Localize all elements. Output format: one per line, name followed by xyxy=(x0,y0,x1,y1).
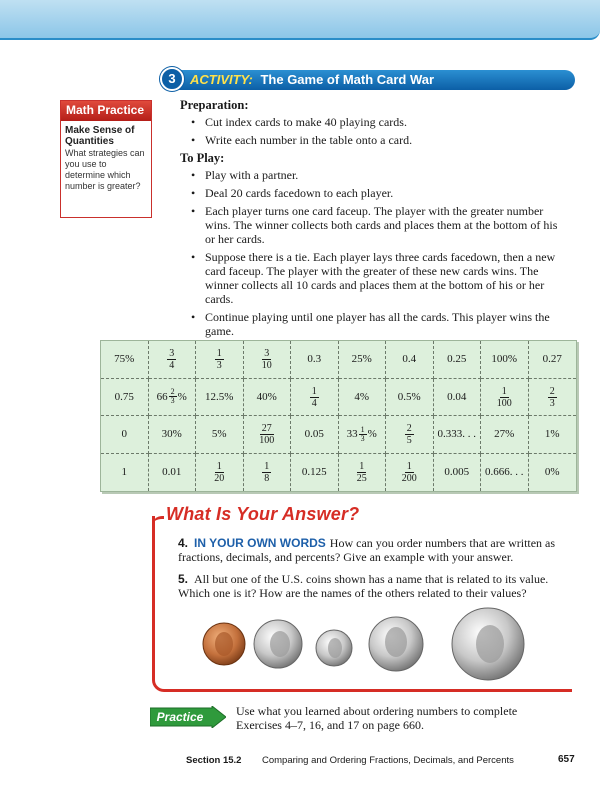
denominator: 100 xyxy=(259,435,275,447)
card-cell xyxy=(244,379,292,417)
fraction xyxy=(167,347,176,371)
denominator: 200 xyxy=(401,473,417,485)
numerator: 3 xyxy=(169,348,175,360)
question-text: All but one of the U.S. coins shown has a name that is related to its value. Which one is it? How are the names of the others related to their values? xyxy=(178,572,549,600)
numerator: 1 xyxy=(216,461,222,473)
card-cell xyxy=(481,454,529,492)
math-practice-header: Math Practice xyxy=(61,101,151,121)
card-cell xyxy=(149,454,197,492)
numerator: 1 xyxy=(501,385,507,397)
denominator: 100 xyxy=(496,397,512,409)
card-cell xyxy=(339,379,387,417)
numerator: 1 xyxy=(216,348,222,360)
card-cell xyxy=(101,454,149,492)
question-5 xyxy=(178,572,568,600)
card-cell xyxy=(339,454,387,492)
card-value: 0.3 xyxy=(307,353,322,366)
question-4 xyxy=(178,536,568,564)
to-play-list xyxy=(180,168,565,338)
whole-part: 33 xyxy=(346,428,358,441)
card-cell xyxy=(196,416,244,454)
card-cell xyxy=(434,454,482,492)
card-value: 30% xyxy=(161,428,182,441)
card-cell xyxy=(196,379,244,417)
fraction-stack xyxy=(169,388,177,405)
dime-icon xyxy=(316,630,352,666)
numerator: 3 xyxy=(264,348,270,360)
fraction xyxy=(400,460,419,484)
card-value: 0 xyxy=(121,428,127,441)
card-cell xyxy=(101,341,149,379)
page-number: 657 xyxy=(558,754,575,765)
card-cell xyxy=(529,341,577,379)
card-cell xyxy=(196,454,244,492)
card-cell xyxy=(196,341,244,379)
denominator: 20 xyxy=(214,473,225,485)
denominator: 5 xyxy=(406,435,412,447)
fraction xyxy=(548,385,557,409)
denominator: 4 xyxy=(311,397,317,409)
card-value: 25% xyxy=(351,353,372,366)
denominator: 8 xyxy=(264,473,270,485)
preparation-heading: Preparation: xyxy=(180,98,249,112)
card-cell xyxy=(244,416,292,454)
activity-title: The Game of Math Card War xyxy=(260,72,435,87)
practice-text: Use what you learned about ordering numbers to complete Exercises 4–7, 16, and 17 on page 660. xyxy=(236,704,518,732)
card-value: 0.5% xyxy=(397,390,421,403)
numerator: 2 xyxy=(170,387,175,397)
fraction-stack xyxy=(262,461,271,484)
quarter-icon xyxy=(369,617,423,671)
list-item: • Each player turns one card faceup. The player with the greater number wins. The winner collects both cards and places them at the bottom of his or her cards. xyxy=(180,204,565,246)
fraction xyxy=(262,460,271,484)
card-value: 40% xyxy=(256,390,277,403)
suffix: % xyxy=(367,428,377,441)
card-cell xyxy=(434,341,482,379)
card-cell xyxy=(244,341,292,379)
card-cell xyxy=(291,379,339,417)
activity-title-bar xyxy=(170,70,575,90)
card-value: 0.04 xyxy=(447,390,467,403)
mixed-number xyxy=(157,388,187,405)
card-cell xyxy=(291,416,339,454)
denominator: 25 xyxy=(356,473,367,485)
list-item: • Suppose there is a tie. Each player lays three cards facedown, then a new card faceup. The player with the greater of these new cards wins. The winner collects all 10 cards and places them at the bottom of his or her cards. xyxy=(180,250,565,306)
nickel-icon xyxy=(254,620,302,668)
card-cell xyxy=(101,379,149,417)
what-is-your-answer-title: What Is Your Answer? xyxy=(166,504,360,524)
fraction-stack xyxy=(260,348,274,371)
card-cell xyxy=(291,341,339,379)
card-value: 0% xyxy=(544,466,560,479)
fraction-stack xyxy=(310,386,319,409)
fraction-stack xyxy=(548,386,557,409)
math-practice-box xyxy=(60,100,152,218)
question-number: 5. xyxy=(178,572,189,586)
practice-label: Practice xyxy=(156,710,204,724)
card-cell xyxy=(244,454,292,492)
coins-image xyxy=(196,606,556,682)
fraction-stack xyxy=(212,461,226,484)
card-cell xyxy=(529,416,577,454)
fraction-stack xyxy=(257,423,276,446)
card-value: 0.25 xyxy=(447,353,467,366)
card-cell xyxy=(529,379,577,417)
card-value: 5% xyxy=(211,428,227,441)
fraction xyxy=(260,347,274,371)
fraction-stack xyxy=(495,386,514,409)
denominator: 10 xyxy=(261,360,272,372)
page-footer xyxy=(0,753,612,769)
fraction xyxy=(495,385,514,409)
card-value: 4% xyxy=(354,390,370,403)
numerator: 2 xyxy=(406,423,412,435)
numerator: 1 xyxy=(264,461,270,473)
numerator: 1 xyxy=(360,424,365,434)
fraction xyxy=(355,460,369,484)
fraction-stack xyxy=(167,348,176,371)
card-cell xyxy=(386,416,434,454)
card-value: 0.005 xyxy=(444,466,470,479)
suffix: % xyxy=(177,390,187,403)
fraction-stack xyxy=(400,461,419,484)
denominator: 3 xyxy=(549,397,555,409)
top-banner xyxy=(0,0,600,40)
card-value: 0.4 xyxy=(402,353,417,366)
card-grid xyxy=(101,341,576,491)
to-play-heading: To Play: xyxy=(180,151,225,165)
card-cell xyxy=(386,341,434,379)
fraction-stack xyxy=(405,423,414,446)
list-item: • Deal 20 cards facedown to each player. xyxy=(180,186,565,200)
list-item: • Write each number in the table onto a card. xyxy=(180,133,565,147)
card-cell xyxy=(149,416,197,454)
preparation-list xyxy=(180,115,565,147)
card-cell xyxy=(481,416,529,454)
card-value: 0.75 xyxy=(114,390,134,403)
card-cell xyxy=(339,416,387,454)
math-practice-body: What strategies can you use to determine which number is greater? xyxy=(65,148,145,191)
card-cell xyxy=(529,454,577,492)
fraction-stack xyxy=(355,461,369,484)
denominator: 3 xyxy=(170,396,175,406)
card-cell xyxy=(434,379,482,417)
card-value: 0.01 xyxy=(162,466,182,479)
card-value: 12.5% xyxy=(205,390,234,403)
card-value: 75% xyxy=(114,353,135,366)
activity-instructions xyxy=(180,98,565,342)
half-dollar-icon xyxy=(452,608,524,680)
in-your-own-words-label: IN YOUR OWN WORDS xyxy=(194,536,326,550)
denominator: 3 xyxy=(360,433,365,443)
numerator: 1 xyxy=(406,461,412,473)
card-value: 0.05 xyxy=(304,428,324,441)
card-cell xyxy=(481,341,529,379)
fraction xyxy=(257,422,276,446)
card-value: 1% xyxy=(544,428,560,441)
card-table xyxy=(100,340,577,492)
activity-label: ACTIVITY: xyxy=(190,72,253,87)
fraction-stack xyxy=(215,348,224,371)
question-number: 4. xyxy=(178,536,189,550)
mixed-number xyxy=(347,426,377,443)
penny-icon xyxy=(203,623,245,665)
question-text: How can you order numbers that are written as fractions, decimals, and percents? Give an example with your answer. xyxy=(178,536,556,564)
footer-title: Comparing and Ordering Fractions, Decimals, and Percents xyxy=(262,755,514,766)
fraction xyxy=(212,460,226,484)
practice-arrow xyxy=(150,706,226,728)
denominator: 4 xyxy=(169,360,175,372)
card-cell xyxy=(386,454,434,492)
list-item: • Play with a partner. xyxy=(180,168,565,182)
card-value: 1 xyxy=(121,466,127,479)
numerator: 27 xyxy=(261,423,272,435)
activity-number: 3 xyxy=(160,67,184,91)
card-value: 0.125 xyxy=(301,466,327,479)
card-value: 0.333. . . xyxy=(437,428,476,441)
whole-part: 66 xyxy=(156,390,168,403)
fraction xyxy=(405,422,414,446)
denominator: 3 xyxy=(216,360,222,372)
card-value: 100% xyxy=(491,353,518,366)
card-cell xyxy=(101,416,149,454)
card-cell xyxy=(481,379,529,417)
numerator: 1 xyxy=(311,385,317,397)
card-cell xyxy=(434,416,482,454)
fraction xyxy=(215,347,224,371)
card-value: 0.27 xyxy=(542,353,562,366)
card-cell xyxy=(291,454,339,492)
list-item: • Continue playing until one player has all the cards. This player wins the game. xyxy=(180,310,565,338)
card-cell xyxy=(149,379,197,417)
list-item: • Cut index cards to make 40 playing cards. xyxy=(180,115,565,129)
card-value: 27% xyxy=(494,428,515,441)
card-cell xyxy=(149,341,197,379)
math-practice-subtitle: Make Sense of Quantities xyxy=(65,125,135,147)
card-cell xyxy=(339,341,387,379)
fraction xyxy=(310,385,319,409)
card-value: 0.666. . . xyxy=(485,466,524,479)
fraction-stack xyxy=(359,426,367,443)
numerator: 1 xyxy=(359,461,365,473)
numerator: 2 xyxy=(549,385,555,397)
card-cell xyxy=(386,379,434,417)
footer-section: Section 15.2 xyxy=(186,755,242,766)
